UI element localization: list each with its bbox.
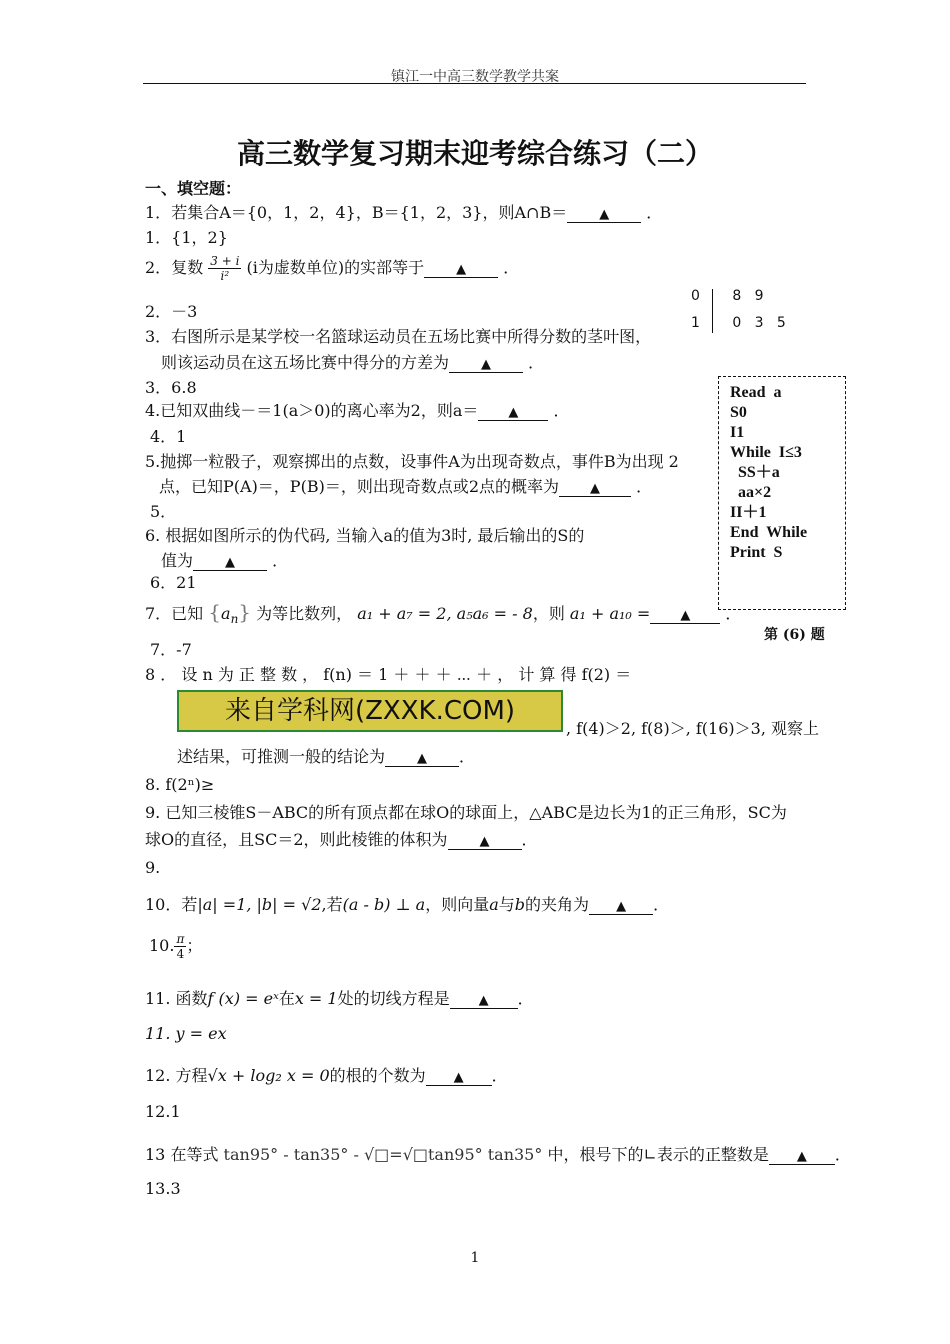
stem-leaf-row-2	[691, 315, 786, 331]
question-13-tail: 表示的正整数是	[656, 1145, 769, 1164]
math-expression: tan95° - tan35° - √□=√□tan95° tan35°	[223, 1145, 543, 1164]
question-8-text: 述结果，可推测一般的结论为	[177, 747, 386, 766]
page-header: 镇江一中高三数学教学共案	[391, 69, 559, 85]
answer-blank: ▲	[478, 406, 548, 421]
code-line: End While	[730, 524, 808, 541]
question-9-line-2	[145, 830, 538, 850]
question-6-line-1: 6. 根据如图所示的伪代码, 当输入a的值为3时, 最后输出的S的	[145, 526, 585, 545]
fraction	[208, 254, 241, 283]
answer-blank: ▲	[650, 609, 720, 624]
leaf-values: 8 9	[732, 288, 764, 304]
question-1	[145, 203, 662, 223]
question-7-end: ．	[725, 604, 742, 623]
question-12-tail: 的根的个数为	[329, 1066, 426, 1085]
answer-1: 1．{1，2}	[145, 228, 228, 247]
question-3-text: 则该运动员在这五场比赛中得分的方差为	[161, 353, 450, 372]
math-expression: x = 1	[294, 989, 338, 1008]
answer-blank: ▲	[424, 263, 498, 278]
question-7-pre: 7．已知	[145, 604, 204, 623]
question-11-mid: 在	[278, 989, 295, 1008]
question-9-line-1: 9. 已知三棱锥S－ABC的所有顶点都在球O的球面上，△ABC是边长为1的正三角形，SC为	[145, 803, 787, 822]
code-line: Print S	[730, 544, 783, 561]
code-line: SS＋a	[730, 464, 780, 481]
fraction	[174, 932, 186, 961]
question-8-line-1: 8 ． 设 n 为 正 整 数 ， f(n) ＝ 1 ＋ ＋ ＋ ⋯ ＋ ， 计 算 得 f(2) ＝	[145, 665, 632, 684]
question-5-line-1: 5.抛掷一粒骰子，观察掷出的点数，设事件A为出现奇数点，事件B为出现 2	[145, 452, 679, 471]
question-7-mid: 为等比数列，	[256, 604, 353, 623]
header-rule	[143, 83, 806, 84]
answer-10-label: 10.	[149, 936, 175, 955]
question-9-end: ．	[521, 830, 538, 849]
stem-value: 0	[691, 288, 700, 304]
question-11	[145, 979, 534, 1009]
answer-11: 11. y = ex	[145, 1024, 227, 1043]
question-5-line-2	[159, 477, 652, 497]
question-11-end: ．	[517, 989, 534, 1008]
math-expression: f (x) = eˣ	[207, 989, 279, 1008]
math-expression: √x + log₂ x = 0	[207, 1066, 330, 1085]
fraction-numerator: π	[176, 932, 185, 946]
question-8-line-3	[177, 747, 475, 767]
question-4	[145, 401, 569, 421]
question-12	[145, 1056, 508, 1086]
question-12-pre: 12. 方程	[145, 1066, 208, 1085]
question-10-conj: 与	[498, 895, 515, 914]
question-9-text: 球O的直径，且SC＝2，则此棱锥的体积为	[145, 830, 448, 849]
question-8-end: ．	[459, 747, 476, 766]
answer-5: 5．	[150, 502, 177, 521]
answer-2: 2．－3	[145, 302, 198, 321]
code-line: S0	[730, 404, 747, 421]
answer-blank: ▲	[589, 900, 653, 915]
code-line: Read a	[730, 384, 782, 401]
section-heading: 一、填空题：	[145, 179, 242, 198]
code-line: I1	[730, 424, 745, 441]
answer-10-end: ；	[186, 936, 203, 955]
fraction-denominator: i²	[220, 269, 230, 283]
answer-blank: ▲	[193, 556, 267, 571]
question-2-num: 2．	[145, 258, 172, 277]
sequence-symbol: a	[221, 604, 231, 623]
pseudocode-lines	[719, 377, 845, 563]
question-10-end: ．	[653, 895, 670, 914]
answer-6: 6．21	[150, 573, 197, 592]
answer-13: 13.3	[145, 1179, 181, 1198]
question-1-body: 若集合A＝{0，1，2，4}，B＝{1，2，3}，则A∩B＝	[171, 203, 568, 222]
question-4-end: ．	[553, 401, 570, 420]
question-11-tail: 处的切线方程是	[337, 989, 450, 1008]
question-10	[145, 895, 669, 915]
question-10-mid: ,若	[321, 895, 343, 914]
question-6-text: 值为	[161, 551, 194, 570]
code-line: II＋1	[730, 504, 767, 521]
answer-7: 7．-7	[150, 640, 192, 659]
math-expression: a₁ + a₁₀ =	[569, 604, 651, 623]
question-5-text: 点，已知P(A)＝，P(B)＝，则出现奇数点或2点的概率为	[159, 477, 559, 496]
vector-b: b	[514, 895, 526, 914]
question-2-mid: (i为虚数单位)的实部等于	[246, 258, 425, 277]
question-7	[145, 596, 741, 629]
question-10-pre: 10．若	[145, 895, 198, 914]
question-10-mid2: ，则向量	[425, 895, 490, 914]
question-1-text: 1．	[145, 203, 172, 222]
math-expression: (a - b) ⊥ a	[342, 895, 426, 914]
answer-3: 3．6.8	[145, 378, 197, 397]
math-expression: a₁ + a₇ = 2, a₅a₆ = - 8	[357, 604, 533, 623]
stem-leaf-row-1	[691, 288, 764, 304]
question-6-line-2	[161, 551, 288, 571]
answer-12: 12.1	[145, 1102, 181, 1121]
leaf-values: 0 3 5	[732, 315, 786, 331]
answer-blank: ▲	[450, 994, 518, 1009]
brace-left: {	[208, 600, 222, 624]
answer-blank: ▲	[769, 1150, 835, 1165]
answer-4: 4．1	[150, 427, 187, 446]
watermark-logo: 来自学科网(ZXXK.COM)	[177, 690, 563, 732]
question-13-mid: 中，根号下的	[547, 1145, 644, 1164]
question-13	[145, 1127, 851, 1165]
answer-blank: ▲	[559, 482, 631, 497]
question-11-pre: 11. 函数	[145, 989, 208, 1008]
question-3-line-2	[161, 353, 544, 373]
question-3-line-1: 3．右图所示是某学校一名篮球运动员在五场比赛中所得分数的茎叶图，	[145, 327, 652, 346]
math-expression: |a| =1, |b| = √2	[197, 895, 322, 914]
question-13-pre: 13 在等式	[145, 1145, 219, 1164]
question-2-pre: 复数	[171, 258, 204, 277]
code-line: While I≤3	[730, 444, 802, 461]
answer-8: 8. f(2ⁿ)≥	[145, 775, 215, 794]
answer-blank: ▲	[449, 358, 523, 373]
question-10-tail: 的夹角为	[525, 895, 590, 914]
answer-10	[149, 932, 202, 961]
page-title: 高三数学复习期末迎考综合练习（二）	[236, 137, 713, 170]
fraction-denominator: 4	[176, 947, 185, 961]
question-6-end: ．	[272, 551, 289, 570]
sequence-subscript: n	[230, 612, 239, 627]
fraction-numerator: 3 + i	[210, 254, 240, 268]
question-12-end: ．	[491, 1066, 508, 1085]
page-number: 1	[470, 1250, 480, 1266]
question-2-end: ．	[503, 258, 520, 277]
question-3-end: ．	[528, 353, 545, 372]
answer-9: 9.	[145, 858, 161, 877]
stem-leaf-divider	[712, 289, 713, 333]
code-line: aa×2	[730, 484, 772, 501]
question-4-text: 4.已知双曲线－＝1(a＞0)的离心率为2，则a＝	[145, 401, 479, 420]
figure-caption: 第 (6) 题	[764, 627, 825, 643]
question-13-end: ．	[834, 1145, 851, 1164]
answer-blank: ▲	[567, 208, 641, 223]
question-7-then: ，则	[532, 604, 565, 623]
question-5-end: ．	[636, 477, 653, 496]
question-8-line-2: , f(4)＞2, f(8)＞, f(16)＞3, 观察上	[566, 719, 819, 738]
placeholder-box: ∟	[643, 1145, 657, 1164]
question-2	[145, 254, 519, 283]
brace-right: }	[238, 600, 252, 624]
answer-blank: ▲	[426, 1071, 492, 1086]
stem-value: 1	[691, 315, 700, 331]
answer-blank: ▲	[448, 835, 522, 850]
answer-blank: ▲	[385, 752, 459, 767]
pseudocode-box	[718, 376, 846, 610]
vector-a: a	[489, 895, 499, 914]
question-1-end: ．	[646, 203, 663, 222]
